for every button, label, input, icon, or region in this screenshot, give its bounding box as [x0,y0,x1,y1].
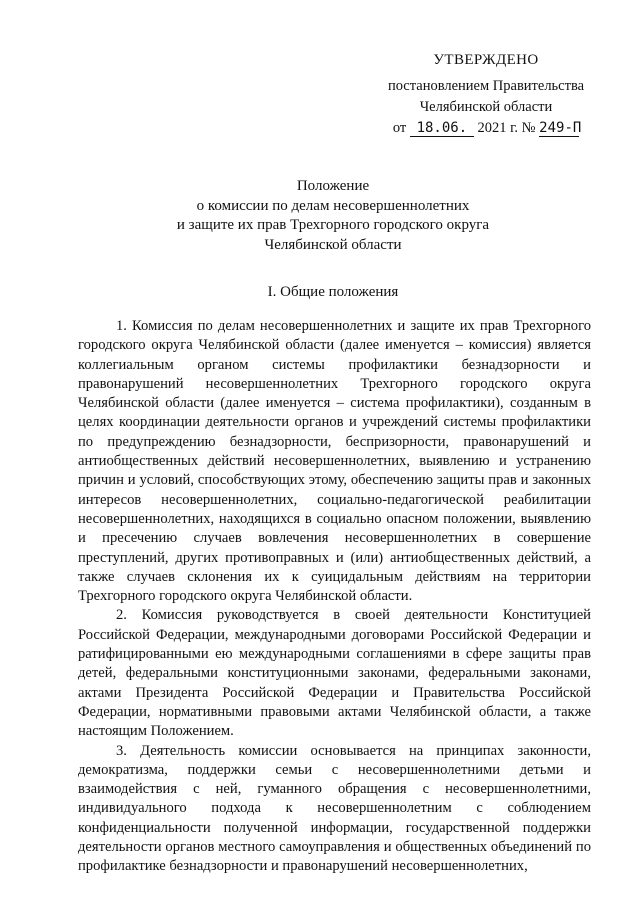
approval-line-1: постановлением Правительства [387,78,585,94]
approval-number: 249-П [539,120,582,136]
date-prefix: от [392,120,407,136]
approval-stamp [380,50,592,139]
title-line-1: Положение [296,178,370,194]
title-line-3: и защите их прав Трехгорного городского округа [176,217,490,233]
approval-heading: УТВЕРЖДЕНО [433,52,539,68]
title-line-4: Челябинской области [264,236,402,253]
section-heading: I. Общие положения [267,284,399,300]
title-line-2: о комиссии по делам несовершеннолетних [196,197,470,214]
approval-line-2: Челябинской области [419,99,553,115]
approval-date: 18.06. [410,120,474,137]
paragraph-2: 2. Комиссия руководствуется в своей деятельности Конституцией Российской Федерации, международными договорами Российской Федерации и ратифицированными ею международными соглашениями в сфере защиты прав детей, федеральными конституционными законами, федеральными законами, актами Президента Российской Федерации и Правительства Российской Федерации, нормативными правовыми актами Челябинской области, а также настоящим Положением. [78,607,591,740]
paragraph-3: 3. Деятельность комиссии основывается на принципах законности, демократизма, поддержки семьи с несовершеннолетними детьми и взаимодействия с ней, гуманного обращения с несовершеннолетними, индивидуального подхода к несовершеннолетним с соблюдением конфиденциальности полученной информации, государственной поддержки деятельности органов местного самоуправления и общественных объединений по профилактике безнадзорности и правонарушений несовершеннолетних, [78,742,591,875]
year-suffix: 2021 г. № [477,120,536,136]
document-body [78,317,591,877]
paragraph-1: 1. Комиссия по делам несовершеннолетних и защите их прав Трехгорного городского округа Челябинской области (далее именуется – комиссия) является коллегиальным органом системы профилактики безнадзорности и правонарушений несовершеннолетних Трехгорного городского округа Челябинской области (далее именуется – система профилактики), созданным в целях координации деятельности органов и учреждений системы профилактики по предупреждению безнадзорности, беспризорности, правонарушений и антиобщественных действий несовершеннолетних, выявлению и устранению причин и условий, способствующих этому, обеспечению защиты прав и законных интересов несовершеннолетних, социально-педагогической реабилитации несовершеннолетних, находящихся в социально опасном положении, выявлению и пресечению случаев вовлечения несовершеннолетних в совершение преступлений, других противоправных и (или) антиобщественных действий, а также случаев склонения их к суицидальным действиям на территории Трехгорного городского округа Челябинской области. [78,318,591,605]
approval-date-line [380,118,592,139]
document-title [100,177,566,255]
